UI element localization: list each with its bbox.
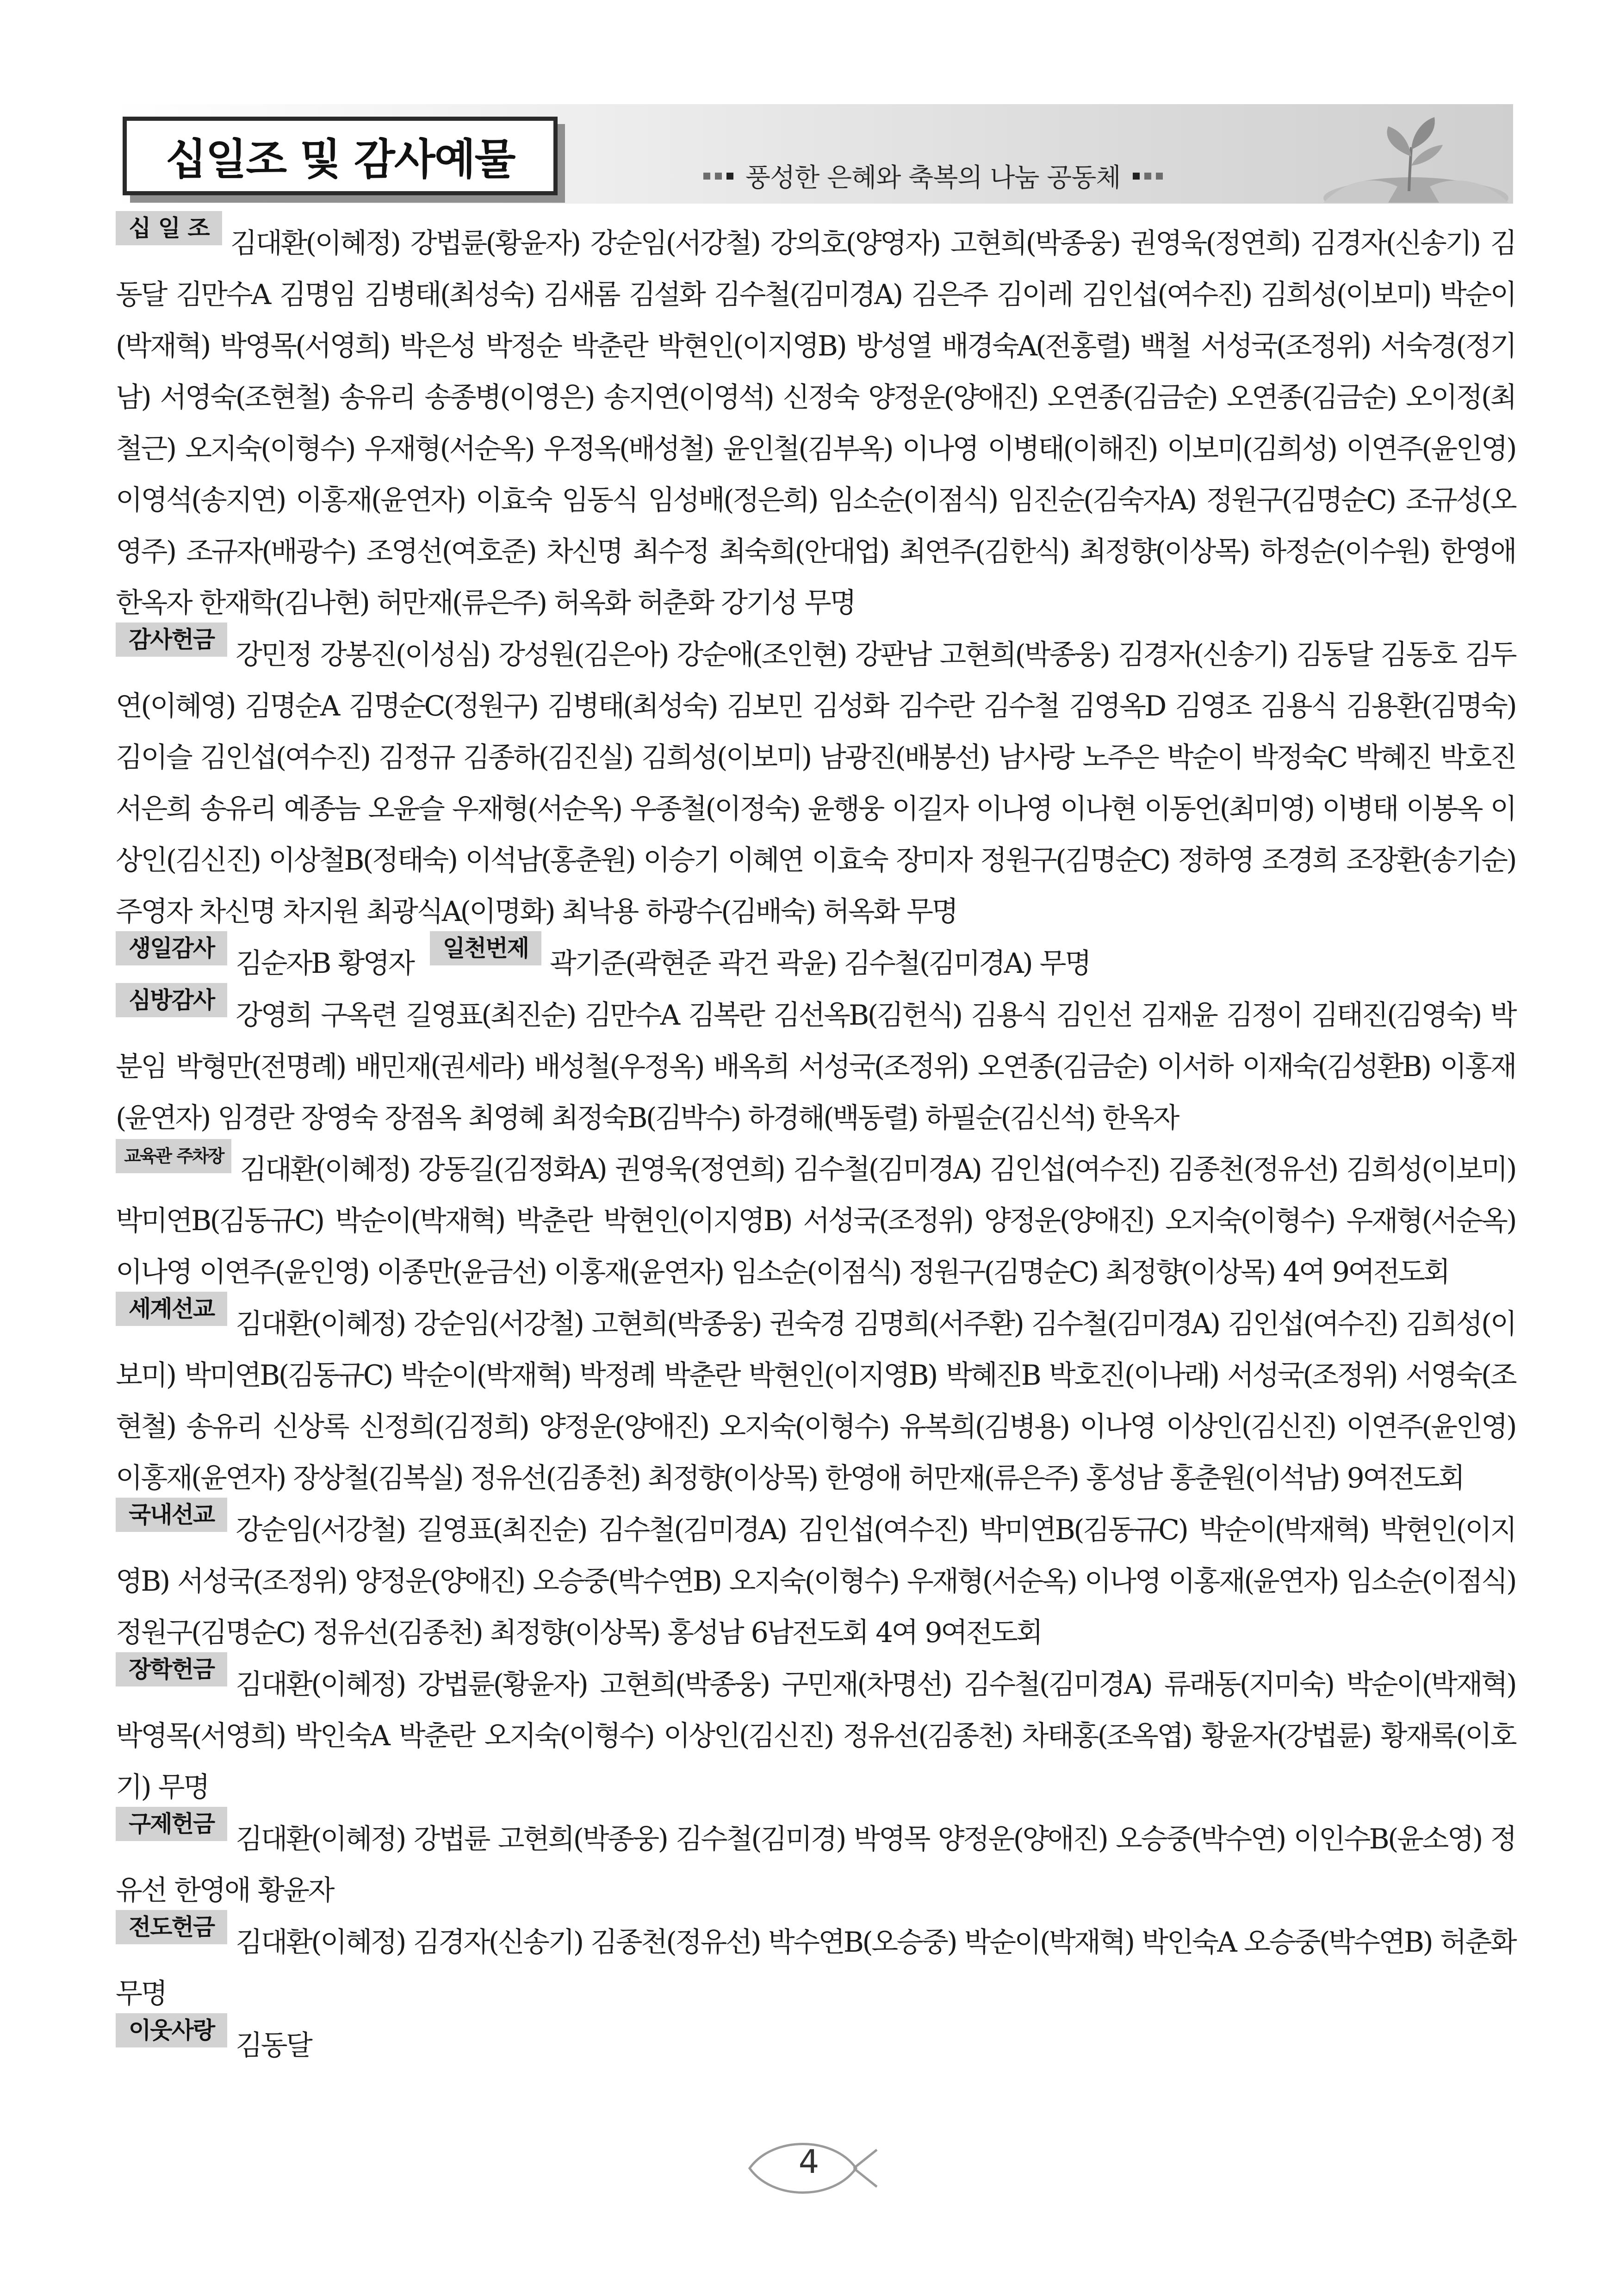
page-title-box	[123, 117, 558, 195]
section-world-mission	[116, 1295, 1515, 1504]
section-names: 곽기준(곽현준 곽건 곽윤) 김수철(김미경A) 무명	[550, 947, 1090, 980]
page-footer	[740, 2134, 879, 2203]
section-names: 김대환(이혜정) 김경자(신송기) 김종천(정유선) 박수연B(오승중) 박순이(박재혁) 박인숙A 오승중(박수연B) 허춘화 무명	[116, 1926, 1515, 2010]
section-names: 강민정 강봉진(이성심) 강성원(김은아) 강순애(조인현) 강판남 고현희(박종웅) 김경자(신송기) 김동달 김동호 김두연(이혜영) 김명순A 김명순C(정원구) 김병태(최성숙) 김보민 김성화 김수란 김수철 김영옥D 김영조 김용식 김용환(김명숙) 김이슬 김인섭(여수진) 김정규 김종하(김진실) 김희성(이보미) 남광진(배봉선) 남사랑 노주은 박순이 박정숙C 박혜진 박호진 서은희 송유리 예종늠 오윤슬 우재형(서순옥) 우종철(이정숙) 윤행웅 이길자 이나영 이나현 이동언(최미영) 이병태 이봉옥 이상인(김신진) 이상철B(정태숙) 이석남(홍춘원) 이승기 이혜연 이효숙 장미자 정원구(김명순C) 정하영 조경희 조장환(송기순) 주영자 차신명 차지원 최광식A(이명화) 최낙용 하광수(김배숙) 허옥화 무명	[116, 639, 1515, 928]
plant-in-hands-icon	[1296, 106, 1513, 203]
section-names: 김대환(이혜정) 강법륜(황윤자) 강순임(서강철) 강의호(양영자) 고현희(박종웅) 권영욱(정연희) 김경자(신송기) 김동달 김만수A 김명임 김병태(최성숙) 김새롬 김설화 김수철(김미경A) 김은주 김이레 김인섭(여수진) 김희성(이보미) 박순이(박재혁) 박영목(서영희) 박은성 박정순 박춘란 박현인(이지영B) 방성열 배경숙A(전홍렬) 백철 서성국(조정위) 서숙경(정기남) 서영숙(조현철) 송유리 송종병(이영은) 송지연(이영석) 신정숙 양정운(양애진) 오연종(김금순) 오연종(김금순) 오이정(최철근) 오지숙(이형수) 우재형(서순옥) 우정옥(배성철) 윤인철(김부옥) 이나영 이병태(이해진) 이보미(김희성) 이연주(윤인영) 이영석(송지연) 이홍재(윤연자) 이효숙 임동식 임성배(정은희) 임소순(이점식) 임진순(김숙자A) 정원구(김명순C) 조규성(오영주) 조규자(배광수) 조영선(여호준) 차신명 최수정 최숙희(안대업) 최연주(김한식) 최정향(이상목) 하정순(이수원) 한영애 한옥자 한재학(김나현) 허만재(류은주) 허옥화 허춘화 강기성 무명	[116, 227, 1515, 619]
section-label: 장학헌금	[116, 1652, 227, 1686]
section-neighbor	[116, 2017, 1515, 2072]
section-label: 심방감사	[116, 983, 227, 1017]
section-names: 강영희 구옥련 길영표(최진순) 김만수A 김복란 김선옥B(김헌식) 김용식 김인선 김재윤 김정이 김태진(김영숙) 박분임 박형만(전명례) 배민재(권세라) 배성철(우정옥) 배옥희 서성국(조정위) 오연종(김금순) 이서하 이재숙(김성환B) 이홍재(윤연자) 임경란 장영숙 장점옥 최영혜 최정숙B(김박수) 하경해(백동렬) 하필순(김신석) 한옥자	[116, 999, 1515, 1134]
section-tithe	[116, 215, 1515, 629]
section-parking	[116, 1144, 1515, 1298]
section-visit	[116, 989, 1515, 1144]
section-scholarship	[116, 1656, 1515, 1813]
subtitle-text: 풍성한 은혜와 축복의 나눔 공동체	[745, 163, 1121, 193]
section-thanks	[116, 626, 1515, 938]
section-birthday-thousand	[116, 935, 1515, 989]
section-label: 국내선교	[116, 1498, 227, 1532]
section-label: 생일감사	[116, 931, 227, 965]
section-evangelism	[116, 1916, 1515, 2020]
page-number: 4	[798, 2143, 819, 2181]
section-label: 전도헌금	[116, 1910, 227, 1944]
offering-list	[116, 215, 1515, 2072]
section-names: 김동달	[236, 2029, 311, 2062]
section-label: 세계선교	[116, 1292, 227, 1326]
section-label: 일천번제	[430, 931, 541, 965]
section-label: 십 일 조	[116, 211, 222, 245]
page-title: 십일조 및 감사예물	[165, 135, 515, 184]
section-names: 김대환(이혜정) 강법륜(황윤자) 고현희(박종웅) 구민재(차명선) 김수철(김미경A) 류래동(지미숙) 박순이(박재혁) 박영목(서영희) 박인숙A 박춘란 오지숙(이형수) 이상인(김신진) 정유선(김종천) 차태홍(조옥엽) 황윤자(강법륜) 황재록(이호기) 무명	[116, 1668, 1515, 1804]
section-names: 김대환(이혜정) 강순임(서강철) 고현희(박종웅) 권숙경 김명희(서주환) 김수철(김미경A) 김인섭(여수진) 김희성(이보미) 박미연B(김동규C) 박순이(박재혁) 박정례 박춘란 박현인(이지영B) 박혜진B 박호진(이나래) 서성국(조정위) 서영숙(조현철) 송유리 신상록 신정희(김정희) 양정운(양애진) 오지숙(이형수) 유복희(김병용) 이나영 이상인(김신진) 이연주(윤인영) 이홍재(윤연자) 장상철(김복실) 정유선(김종천) 최정향(이상목) 한영애 허만재(류은주) 홍성남 홍춘원(이석남) 9여전도회	[116, 1308, 1515, 1494]
header-subtitle	[703, 157, 1163, 194]
section-label: 감사헌금	[116, 622, 227, 657]
section-names: 김순자B 황영자	[236, 947, 414, 980]
section-names: 김대환(이혜정) 강법륜 고현희(박종웅) 김수철(김미경) 박영목 양정운(양애진) 오승중(박수연) 이인수B(윤소영) 정유선 한영애 황윤자	[116, 1823, 1515, 1907]
section-label: 교육관 주차장	[116, 1139, 231, 1173]
section-label: 구제헌금	[116, 1807, 227, 1841]
section-label: 이웃사랑	[116, 2013, 227, 2047]
decorative-squares-right-icon	[1133, 173, 1163, 180]
section-names: 김대환(이혜정) 강동길(김정화A) 권영욱(정연희) 김수철(김미경A) 김인섭(여수진) 김종천(정유선) 김희성(이보미) 박미연B(김동규C) 박순이(박재혁) 박춘란 박현인(이지영B) 서성국(조정위) 양정운(양애진) 오지숙(이형수) 우재형(서순옥) 이나영 이연주(윤인영) 이종만(윤금선) 이홍재(윤연자) 임소순(이점식) 정원구(김명순C) 최정향(이상목) 4여 9여전도회	[116, 1153, 1515, 1288]
section-domestic-mission	[116, 1501, 1515, 1659]
section-names: 강순임(서강철) 길영표(최진순) 김수철(김미경A) 김인섭(여수진) 박미연B(김동규C) 박순이(박재혁) 박현인(이지영B) 서성국(조정위) 양정운(양애진) 오승중(박수연B) 오지숙(이형수) 우재형(서순옥) 이나영 이홍재(윤연자) 임소순(이점식) 정원구(김명순C) 정유선(김종천) 최정향(이상목) 홍성남 6남전도회 4여 9여전도회	[116, 1514, 1515, 1649]
section-relief	[116, 1813, 1515, 1916]
decorative-squares-left-icon	[703, 173, 733, 180]
